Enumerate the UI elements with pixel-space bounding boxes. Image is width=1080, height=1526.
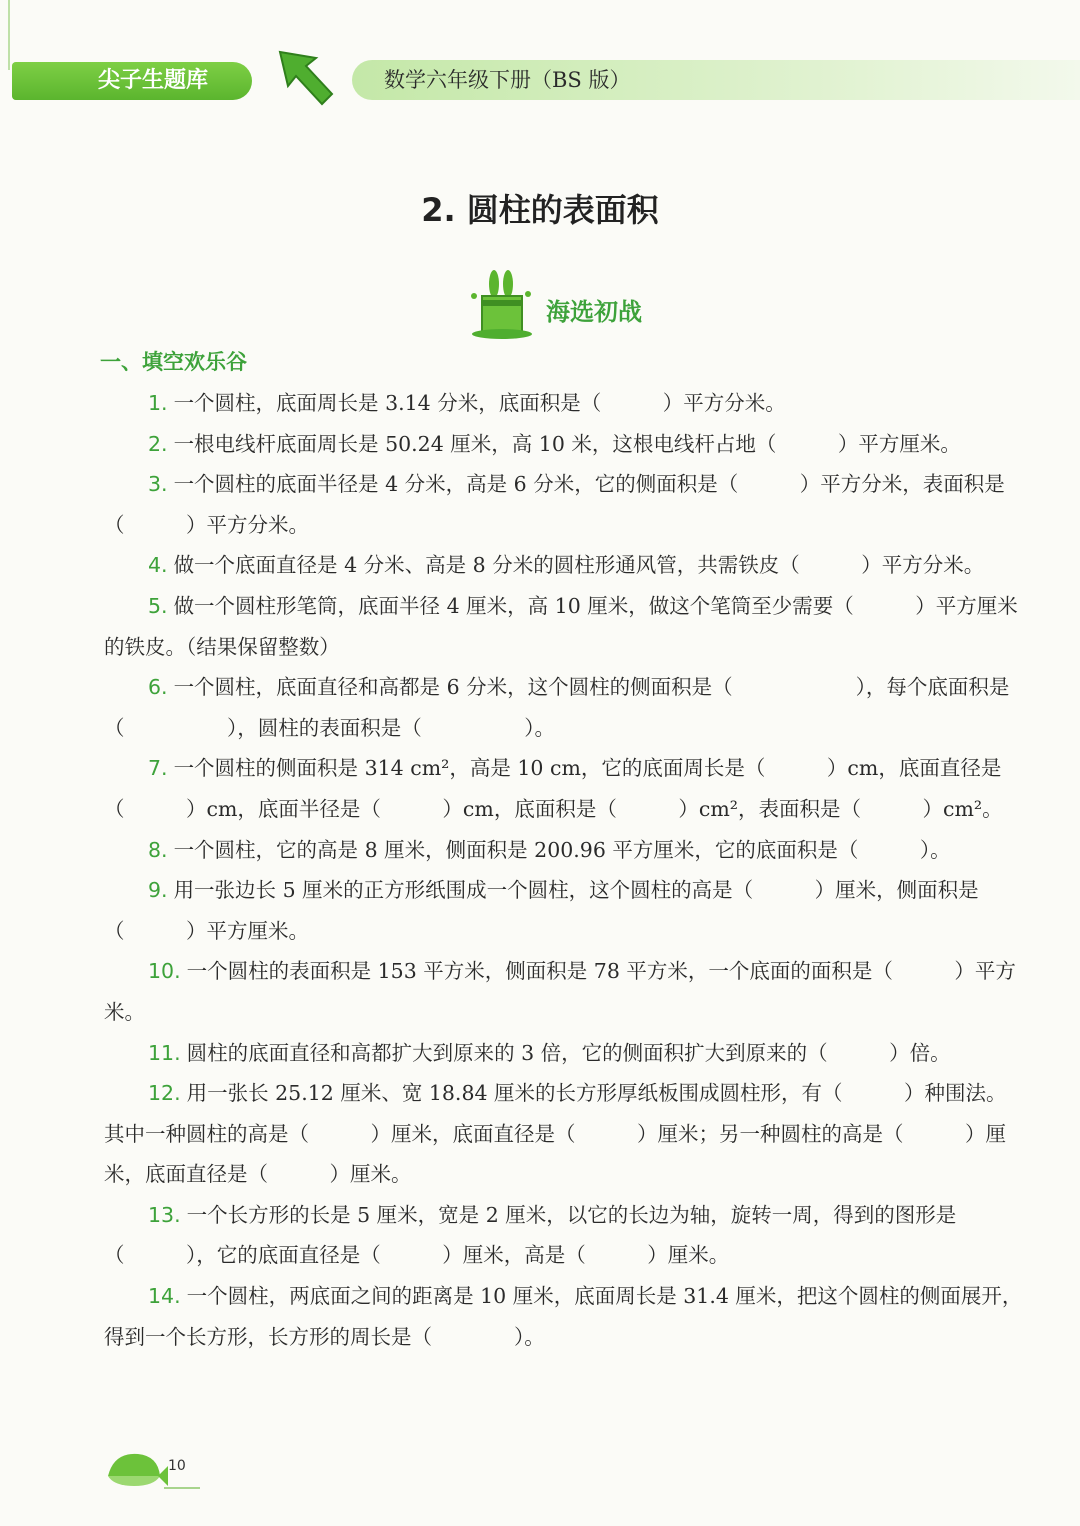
question-number: 8. bbox=[148, 837, 168, 862]
question-item bbox=[104, 586, 1024, 667]
question-item bbox=[104, 1073, 1024, 1195]
question-item bbox=[104, 545, 1024, 586]
question-text: 用一张长 25.12 厘米、宽 18.84 厘米的长方形厚纸板围成圆柱形，有（ ）种围法。其中一种圆柱的高是（ ）厘米，底面直径是（ ）厘米；另一种圆柱的高是（ ）厘米，底面直径是（ ）厘米。 bbox=[104, 1081, 1007, 1187]
brand-tab bbox=[12, 62, 252, 100]
question-number: 13. bbox=[148, 1202, 181, 1227]
question-item bbox=[104, 383, 1024, 424]
question-item bbox=[104, 1195, 1024, 1276]
question-number: 14. bbox=[148, 1284, 181, 1309]
book-title-bar bbox=[352, 60, 1080, 100]
magic-hat-icon bbox=[464, 266, 540, 342]
page-number: 10 bbox=[168, 1458, 186, 1474]
margin-line bbox=[8, 0, 10, 70]
section-heading: 一、填空欢乐谷 bbox=[100, 350, 247, 374]
question-item bbox=[104, 667, 1024, 748]
section-subtitle: 海选初战 bbox=[546, 298, 642, 326]
question-number: 9. bbox=[148, 878, 168, 903]
question-number: 11. bbox=[148, 1040, 181, 1065]
question-text: 一个圆柱的底面半径是 4 分米，高是 6 分米，它的侧面积是（ ）平方分米，表面积是（ ）平方分米。 bbox=[104, 472, 1005, 537]
question-text: 圆柱的底面直径和高都扩大到原来的 3 倍，它的侧面积扩大到原来的（ ）倍。 bbox=[186, 1040, 951, 1065]
question-text: 一个圆柱，两底面之间的距离是 10 厘米，底面周长是 31.4 厘米，把这个圆柱的侧面展开，得到一个长方形，长方形的周长是（ ）。 bbox=[104, 1284, 1023, 1349]
question-item bbox=[104, 1033, 1024, 1074]
question-text: 用一张边长 5 厘米的正方形纸围成一个圆柱，这个圆柱的高是（ ）厘米，侧面积是（ ）平方厘米。 bbox=[104, 878, 979, 943]
question-number: 4. bbox=[148, 553, 168, 578]
question-number: 1. bbox=[148, 391, 168, 415]
question-number: 10. bbox=[148, 959, 181, 984]
question-text: 一个圆柱，底面直径和高都是 6 分米，这个圆柱的侧面积是（ ），每个底面积是（ ），圆柱的表面积是（ ）。 bbox=[104, 675, 1010, 740]
question-list bbox=[104, 383, 1024, 1357]
whale-icon bbox=[104, 1446, 204, 1496]
question-text: 一个圆柱，底面周长是 3.14 分米，底面积是（ ）平方分米。 bbox=[173, 391, 786, 415]
question-item bbox=[104, 830, 1024, 871]
question-text: 一个圆柱的表面积是 153 平方米，侧面积是 78 平方米，一个底面的面积是（ ）平方米。 bbox=[104, 959, 1016, 1024]
question-number: 6. bbox=[148, 675, 168, 700]
question-item bbox=[104, 748, 1024, 829]
question-number: 5. bbox=[148, 593, 168, 618]
brand-label: 尖子生题库 bbox=[98, 68, 209, 93]
book-title: 数学六年级下册（BS 版） bbox=[384, 68, 631, 92]
question-item bbox=[104, 424, 1024, 465]
question-text: 一个圆柱的侧面积是 314 cm²，高是 10 cm，它的底面周长是（ ）cm，底面直径是（ ）cm，底面半径是（ ）cm，底面积是（ ）cm²，表面积是（ ）cm²。 bbox=[104, 756, 1003, 821]
question-number: 7. bbox=[148, 756, 168, 781]
question-number: 12. bbox=[148, 1081, 181, 1106]
arrow-icon bbox=[272, 44, 342, 114]
page-title: 2. 圆柱的表面积 bbox=[421, 191, 659, 229]
question-text: 一根电线杆底面周长是 50.24 厘米，高 10 米，这根电线杆占地（ ）平方厘米。 bbox=[173, 431, 961, 456]
question-text: 做一个圆柱形笔筒，底面半径 4 厘米，高 10 厘米，做这个笔筒至少需要（ ）平方厘米的铁皮。（结果保留整数） bbox=[104, 593, 1018, 659]
question-text: 做一个底面直径是 4 分米、高是 8 分米的圆柱形通风管，共需铁皮（ ）平方分米。 bbox=[173, 553, 985, 578]
question-item bbox=[104, 870, 1024, 951]
question-item bbox=[104, 951, 1024, 1032]
question-number: 3. bbox=[148, 472, 168, 497]
question-text: 一个圆柱，它的高是 8 厘米，侧面积是 200.96 平方厘米，它的底面积是（ ）。 bbox=[173, 837, 951, 862]
question-item bbox=[104, 464, 1024, 545]
question-item bbox=[104, 1276, 1024, 1357]
question-number: 2. bbox=[148, 431, 168, 456]
question-text: 一个长方形的长是 5 厘米，宽是 2 厘米，以它的长边为轴，旋转一周，得到的图形是（ ），它的底面直径是（ ）厘米，高是（ ）厘米。 bbox=[104, 1202, 957, 1268]
